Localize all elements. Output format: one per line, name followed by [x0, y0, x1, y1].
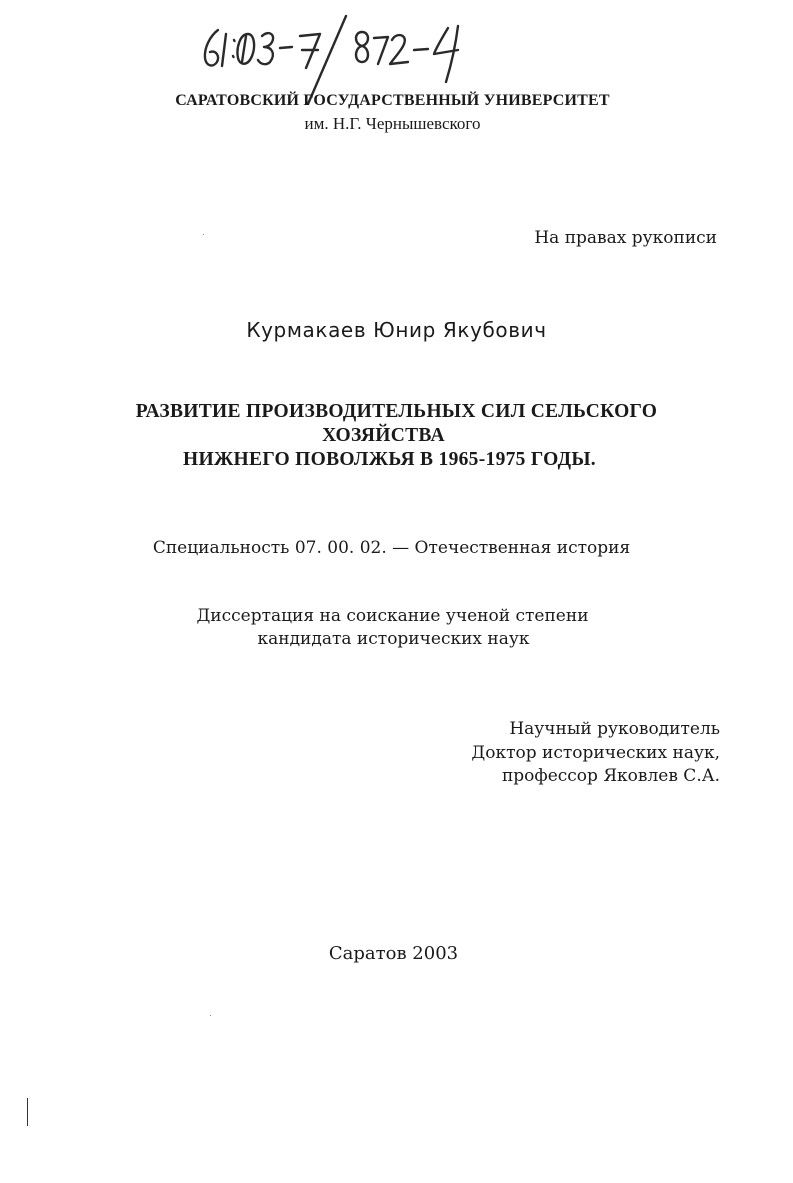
university-named-after: им. Н.Г. Чернышевского: [304, 114, 481, 133]
manuscript-note: На правах рукописи: [534, 228, 717, 248]
title-line-2: ХОЗЯЙСТВА: [322, 425, 445, 446]
university-name: САРАТОВСКИЙ ГОСУДАРСТВЕННЫЙ УНИВЕРСИТЕТ: [175, 92, 610, 109]
dissertation-line-2: кандидата исторических наук: [257, 629, 530, 649]
supervisor-name: профессор Яковлев С.А.: [501, 766, 720, 786]
handwritten-archive-number: [196, 10, 486, 105]
author-name: Курмакаев Юнир Якубович: [246, 318, 547, 342]
title-line-1: РАЗВИТИЕ ПРОИЗВОДИТЕЛЬНЫХ СИЛ СЕЛЬСКОГО: [135, 401, 658, 422]
supervisor-degree: Доктор исторических наук,: [471, 743, 720, 763]
city-year: Саратов 2003: [328, 943, 459, 964]
scan-speck: [203, 234, 204, 235]
supervisor-role: Научный руководитель: [509, 719, 720, 739]
scan-speck: [210, 1015, 211, 1016]
dissertation-line-1: Диссертация на соискание ученой степени: [196, 606, 589, 626]
specialty: Специальность 07. 00. 02. — Отечественная история: [152, 538, 631, 558]
handwritten-archive-number-drawing: [196, 10, 486, 105]
scan-edge-mark: [27, 1098, 28, 1126]
title-line-3: НИЖНЕГО ПОВОЛЖЬЯ В 1965-1975 ГОДЫ.: [183, 449, 596, 470]
